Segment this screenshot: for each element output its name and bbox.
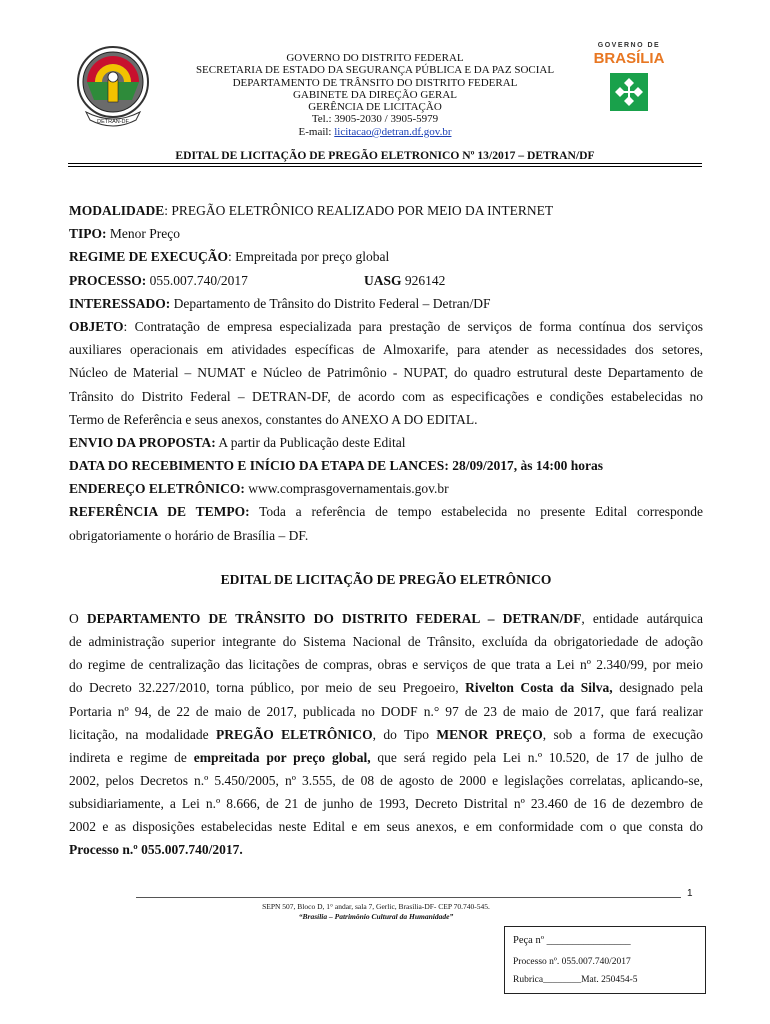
header-line-gabinete: GABINETE DA DIREÇÃO GERAL — [292, 88, 458, 101]
tipo-label: TIPO: — [69, 226, 107, 242]
stamp-peca: Peça nº ________________ — [513, 935, 631, 946]
header-line-secretaria: SECRETARIA DE ESTADO DA SEGURANÇA PÚBLICA E DA PAZ SOCIAL — [195, 64, 555, 77]
modalidade-value: : PREGÃO ELETRÔNICO REALIZADO POR MEIO DA INTERNET — [164, 203, 554, 218]
field-envio — [69, 431, 703, 454]
tipo-value: Menor Preço — [106, 226, 180, 242]
endereco-value: www.comprasgovernamentais.gov.br — [244, 481, 449, 497]
footer-address: SEPN 507, Bloco D, 1° andar, sala 7, Gerlic, Brasília-DF- CEP 70.740-545. — [262, 902, 490, 911]
gdf-logo-small-text: GOVERNO DE — [597, 42, 661, 49]
regime-value: : Empreitada por preço global — [228, 249, 390, 265]
footer-motto: “Brasília – Patrimônio Cultural da Humanidade” — [298, 912, 454, 921]
paragraph-line — [69, 676, 703, 699]
field-objeto-line-1 — [69, 315, 703, 338]
field-data-recebimento — [69, 454, 703, 477]
paragraph-line — [69, 607, 703, 630]
field-modalidade — [69, 199, 703, 222]
detran-logo-ribbon: DETRAN-DF — [97, 119, 129, 125]
text-run-bold: empreitada por preço global, — [193, 749, 371, 765]
header-tel: Tel.: 3905-2030 / 3905-5979 — [311, 113, 439, 126]
modalidade-label: MODALIDADE — [69, 203, 165, 218]
paragraph-line: 2002 e as disposições estabelecidas neste Edital e em seus anexos, e em conformidade com o que consta do — [69, 819, 703, 835]
objeto-label: OBJETO — [69, 318, 124, 334]
section-title: EDITAL DE LICITAÇÃO DE PREGÃO ELETRÔNICO — [220, 572, 552, 587]
stamp-processo: Processo nº. 055.007.740/2017 — [513, 957, 631, 967]
referencia-text: Toda a referência de tempo estabelecida no presente Edital corresponde — [249, 504, 703, 520]
text-run: , entidade autárquica — [581, 611, 703, 626]
paragraph-line: subsidiariamente, a Lei n.º 8.666, de 21 de junho de 1993, Decreto Distrital nº 23.460 de 16 de dezembro de — [69, 796, 703, 812]
paragraph-line: Portaria nº 94, de 22 de maio de 2017, publicada no DODF n.° 97 de 23 de maio de 2017, que fará realizar — [69, 703, 703, 719]
header-line-governo: GOVERNO DO DISTRITO FEDERAL — [286, 52, 464, 64]
header-block — [160, 52, 590, 138]
text-run-bold: MENOR PREÇO — [436, 726, 543, 742]
field-referencia-line-1 — [69, 500, 703, 523]
endereco-label: ENDEREÇO ELETRÔNICO: — [69, 481, 245, 497]
header-line-departamento: DEPARTAMENTO DE TRÂNSITO DO DISTRITO FEDERAL — [232, 76, 518, 89]
field-tipo — [69, 222, 703, 245]
uasg-label: UASG — [364, 272, 402, 288]
field-objeto-line-3: Núcleo de Material – NUMAT e Núcleo de Patrimônio - NUPAT, do quadro estrutural deste Departamento de — [69, 365, 703, 381]
footer-rule — [136, 897, 681, 898]
text-run: indireta e regime de — [69, 749, 194, 765]
field-interessado — [69, 292, 703, 315]
field-referencia-line-2: obrigatoriamente o horário de Brasília – DF. — [69, 527, 309, 543]
paragraph-line: de administração superior integrante do Sistema Nacional de Trânsito, excluída da obrigatoriedade de adoção — [69, 634, 703, 650]
preamble-paragraph — [69, 607, 703, 862]
envio-value: A partir da Publicação deste Edital — [215, 434, 406, 450]
referencia-label: REFERÊNCIA DE TEMPO: — [69, 504, 250, 520]
processo-label: PROCESSO: — [69, 272, 147, 288]
text-run: , sob a forma de execução — [542, 726, 703, 742]
interessado-value: Departamento de Trânsito do Distrito Federal – Detran/DF — [170, 295, 491, 311]
title-rule-thick — [68, 166, 702, 167]
header-line-gerencia: GERÊNCIA DE LICITAÇÃO — [308, 101, 442, 114]
detran-logo — [74, 42, 152, 132]
paragraph-line — [69, 723, 703, 746]
gdf-logo-big-text: BRASÍLIA — [593, 50, 665, 67]
edital-number-title: EDITAL DE LICITAÇÃO DE PREGÃO ELETRONICO Nº 13/2017 – DETRAN/DF — [175, 149, 595, 162]
text-run-bold: PREGÃO ELETRÔNICO — [215, 726, 373, 742]
gdf-logo — [593, 42, 665, 142]
text-run: do Decreto 32.227/2010, torna público, por meio de seu Pregoeiro, — [69, 680, 466, 696]
field-objeto-line-4: Trânsito do Distrito Federal – DETRAN-DF, de acordo com as especificações e condições estabelecidas no — [69, 388, 703, 404]
field-endereco — [69, 477, 703, 500]
text-run: licitação, na modalidade — [69, 726, 216, 742]
paragraph-line: do regime de centralização das licitações de compras, obras e serviços de que trata a Lei nº 2.340/99, por meio — [69, 657, 703, 673]
field-objeto-line-2: auxiliares operacionais em atividades específicas de Almoxarife, para atender as necessidades dos setores, — [69, 342, 703, 358]
paragraph-line: 2002, pelos Decretos n.º 5.450/2005, nº 3.555, de 08 de agosto de 2000 e legislações correlatas, aplicando-se, — [69, 772, 703, 788]
paragraph-line-last — [69, 838, 703, 861]
paragraph-line — [69, 746, 703, 769]
edital-fields — [69, 199, 703, 547]
email-label: E-mail: — [298, 125, 335, 138]
stamp-rubrica: Rubrica________Mat. 250454-5 — [513, 975, 638, 985]
title-rule-thin — [68, 163, 702, 164]
processo-value: 055.007.740/2017 — [146, 272, 248, 288]
objeto-text: : Contratação de empresa especializada para prestação de serviços de forma contínua dos serviços — [123, 318, 703, 334]
regime-label: REGIME DE EXECUÇÃO — [69, 249, 229, 265]
text-run: que será regido pela Lei n.º 10.520, de 17 de julho de — [370, 749, 703, 765]
gdf-emblem-icon — [610, 73, 648, 111]
field-processo — [69, 269, 703, 292]
processo-reference: Processo n.º 055.007.740/2017. — [69, 842, 243, 858]
page-number: 1 — [687, 888, 693, 899]
pregoeiro-name: Rivelton Costa da Silva, — [465, 680, 613, 696]
uasg-value: 926142 — [401, 272, 446, 288]
field-regime — [69, 245, 703, 268]
text-run-bold: DEPARTAMENTO DE TRÂNSITO DO DISTRITO FEDERAL – DETRAN/DF — [86, 611, 582, 626]
field-objeto-line-5: Termo de Referência e seus anexos, constantes do ANEXO A DO EDITAL. — [69, 411, 478, 427]
email-link[interactable]: licitacao@detran.df.gov.br — [334, 125, 452, 138]
interessado-label: INTERESSADO: — [69, 295, 171, 311]
text-run: , do Tipo — [372, 726, 437, 742]
data-recebimento-text: DATA DO RECEBIMENTO E INÍCIO DA ETAPA DE LANCES: 28/09/2017, às 14:00 horas — [69, 458, 603, 474]
text-run: O — [69, 611, 87, 626]
process-stamp-box — [504, 926, 706, 994]
envio-label: ENVIO DA PROPOSTA: — [69, 434, 216, 450]
header-email-row — [160, 126, 590, 138]
text-run: designado pela — [612, 680, 703, 696]
